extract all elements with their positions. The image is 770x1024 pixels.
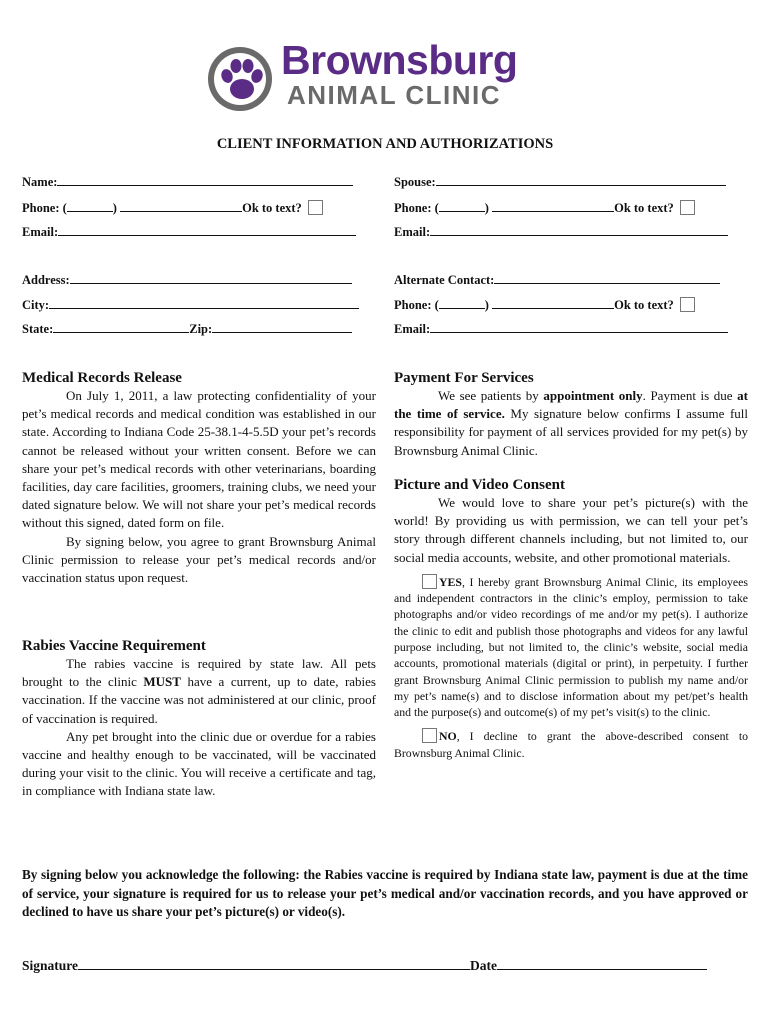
spouse-line[interactable] <box>436 174 726 186</box>
email-label: Email: <box>22 225 59 239</box>
paw-logo-icon <box>205 44 275 114</box>
phone-area-line[interactable] <box>67 200 113 212</box>
state-zip-field[interactable] <box>22 321 352 337</box>
signature-line[interactable] <box>78 958 470 970</box>
date-line[interactable] <box>497 958 707 970</box>
no-consent-checkbox[interactable] <box>422 728 437 743</box>
ok-to-text-label: Ok to text? <box>242 201 302 215</box>
rabies-heading: Rabies Vaccine Requirement <box>22 638 206 654</box>
payment-text-2: . Payment is due <box>642 388 738 403</box>
yes-consent-option <box>394 574 748 721</box>
picture-consent-heading: Picture and Video Consent <box>394 477 565 493</box>
alternate-phone-number-line[interactable] <box>492 297 614 309</box>
picture-consent-paragraph: We would love to share your pet’s picture(s) with the world! By providing us with permission, we can tell your pet’s story through different channels including, but not limited to, our social media accounts, website, and other promotional materials. <box>394 495 748 565</box>
alternate-phone-label: Phone: ( <box>394 298 439 312</box>
medical-records-heading: Medical Records Release <box>22 370 182 386</box>
yes-label: YES <box>439 574 462 589</box>
date-label: Date <box>470 958 498 973</box>
yes-consent-text: , I hereby grant Brownsburg Animal Clinic, its employees and independent contractors in the clinic’s employ, permission to take photographs and/or video recordings of me and/or my pet(s). I authorize the clinic to edit and publish those photographs and videos for any lawful purpose including, but not limited to, the clinic’s website, social media accounts, promotional materials (digital or print), in perpetuity. I further grant Brownsburg Animal Clinic permission to publish my name and/or my pet’s name(s) and to disclose information about my pet/pet’s health and the purpose(s) and outcome(s) of my pet’s visit(s) to the clinic. <box>394 574 748 720</box>
address-line[interactable] <box>70 272 352 284</box>
alternate-email-label: Email: <box>394 322 431 336</box>
state-label: State: <box>22 322 54 336</box>
address-label: Address: <box>22 273 70 287</box>
spouse-email-label: Email: <box>394 225 431 239</box>
picture-consent-section <box>394 477 748 761</box>
signature-row[interactable] <box>22 958 707 974</box>
rabies-p1-text-a: The rabies vaccine is required by state law. All pets brought to the clinic <box>22 656 376 690</box>
alternate-email-line[interactable] <box>430 321 728 333</box>
phone-field[interactable] <box>22 200 323 216</box>
spouse-phone-field[interactable] <box>394 200 695 216</box>
medical-records-section <box>22 370 376 587</box>
alternate-phone-field[interactable] <box>394 297 695 313</box>
spouse-label: Spouse: <box>394 175 436 189</box>
alternate-phone-close-paren: ) <box>484 298 489 312</box>
phone-label: Phone: ( <box>22 201 67 215</box>
zip-line[interactable] <box>212 321 352 333</box>
logo-name-top: Brownsburg <box>281 37 518 83</box>
spouse-ok-to-text-checkbox[interactable] <box>680 200 695 215</box>
alternate-contact-field[interactable] <box>394 272 720 288</box>
city-field[interactable] <box>22 297 359 313</box>
alternate-email-field[interactable] <box>394 321 728 337</box>
logo-name-bottom: ANIMAL CLINIC <box>287 80 502 110</box>
rabies-paragraph-1 <box>22 655 376 728</box>
payment-text-1: We see patients by <box>438 388 544 403</box>
spouse-ok-to-text-label: Ok to text? <box>614 201 674 215</box>
payment-text-3: My signature below confirms I assume full responsibility for payment of all services provided for my pet(s) by Brownsburg Animal Clinic. <box>394 406 749 458</box>
email-line[interactable] <box>58 224 356 236</box>
yes-consent-checkbox[interactable] <box>422 574 437 589</box>
rabies-section <box>22 638 376 801</box>
payment-paragraph <box>394 387 748 460</box>
spouse-phone-close-paren: ) <box>484 201 489 215</box>
payment-bold-2: at the time of service. <box>394 388 748 422</box>
zip-label: Zip: <box>189 322 213 336</box>
email-field[interactable] <box>22 224 356 240</box>
spouse-phone-label: Phone: ( <box>394 201 439 215</box>
no-label: NO <box>439 729 457 744</box>
name-line[interactable] <box>57 174 353 186</box>
acknowledgement-statement: By signing below you acknowledge the following: the Rabies vaccine is required by Indiana state law, payment is due at the time of service, your signature is required for us to release your pet’s medical and/or vaccination records, and you have approved or declined to have us share your pet’s picture(s) or video(s). <box>22 867 748 919</box>
spouse-phone-area-line[interactable] <box>439 200 485 212</box>
alternate-contact-label: Alternate Contact: <box>394 273 495 287</box>
no-consent-option <box>394 728 748 761</box>
medical-records-paragraph-2: By signing below, you agree to grant Brownsburg Animal Clinic permission to release your pet’s medical records and/or vaccination status upon request. <box>22 533 376 586</box>
alternate-contact-line[interactable] <box>494 272 720 284</box>
payment-section <box>394 370 748 460</box>
spouse-email-line[interactable] <box>430 224 728 236</box>
ok-to-text-checkbox[interactable] <box>308 200 323 215</box>
payment-heading: Payment For Services <box>394 370 534 386</box>
state-line[interactable] <box>53 321 189 333</box>
rabies-p1-text-b: have a current, up to date, rabies vaccination. If the vaccine was not administered at our clinic, proof of vaccination is required. <box>22 674 376 726</box>
alternate-ok-to-text-label: Ok to text? <box>614 298 674 312</box>
alternate-phone-area-line[interactable] <box>439 297 485 309</box>
phone-number-line[interactable] <box>120 200 242 212</box>
name-field[interactable] <box>22 174 353 190</box>
phone-close-paren: ) <box>112 201 117 215</box>
address-field[interactable] <box>22 272 352 288</box>
spouse-email-field[interactable] <box>394 224 728 240</box>
spouse-field[interactable] <box>394 174 726 190</box>
no-consent-text: , I decline to grant the above-described consent to Brownsburg Animal Clinic. <box>394 729 748 760</box>
city-label: City: <box>22 298 50 312</box>
rabies-must-text: MUST <box>143 674 181 690</box>
rabies-paragraph-2: Any pet brought into the clinic due or overdue for a rabies vaccine and healthy enough to be vaccinated, will be vaccinated during your visit to the clinic. You will receive a certificate and tag, in compliance with Indiana state law. <box>22 728 376 799</box>
name-label: Name: <box>22 175 58 189</box>
medical-records-paragraph-1: On July 1, 2011, a law protecting confidentiality of your pet’s medical records and medical condition was established in our state. According to Indiana Code 25-38.1-4-5.5D your pet’s records cannot be released without your written consent. Before we can share your pet’s medical records with other veterinarians, boarding facilities, day care facilities, groomers, training clubs, we need your dated signature below. We will not share your pet’s medical records without this signed, dated form on file. <box>22 388 376 531</box>
signature-label: Signature <box>22 958 79 973</box>
payment-bold-1: appointment only <box>543 388 643 403</box>
alternate-ok-to-text-checkbox[interactable] <box>680 297 695 312</box>
city-line[interactable] <box>49 297 359 309</box>
form-title: CLIENT INFORMATION AND AUTHORIZATIONS <box>216 136 554 152</box>
clinic-logo <box>205 37 575 114</box>
spouse-phone-number-line[interactable] <box>492 200 614 212</box>
